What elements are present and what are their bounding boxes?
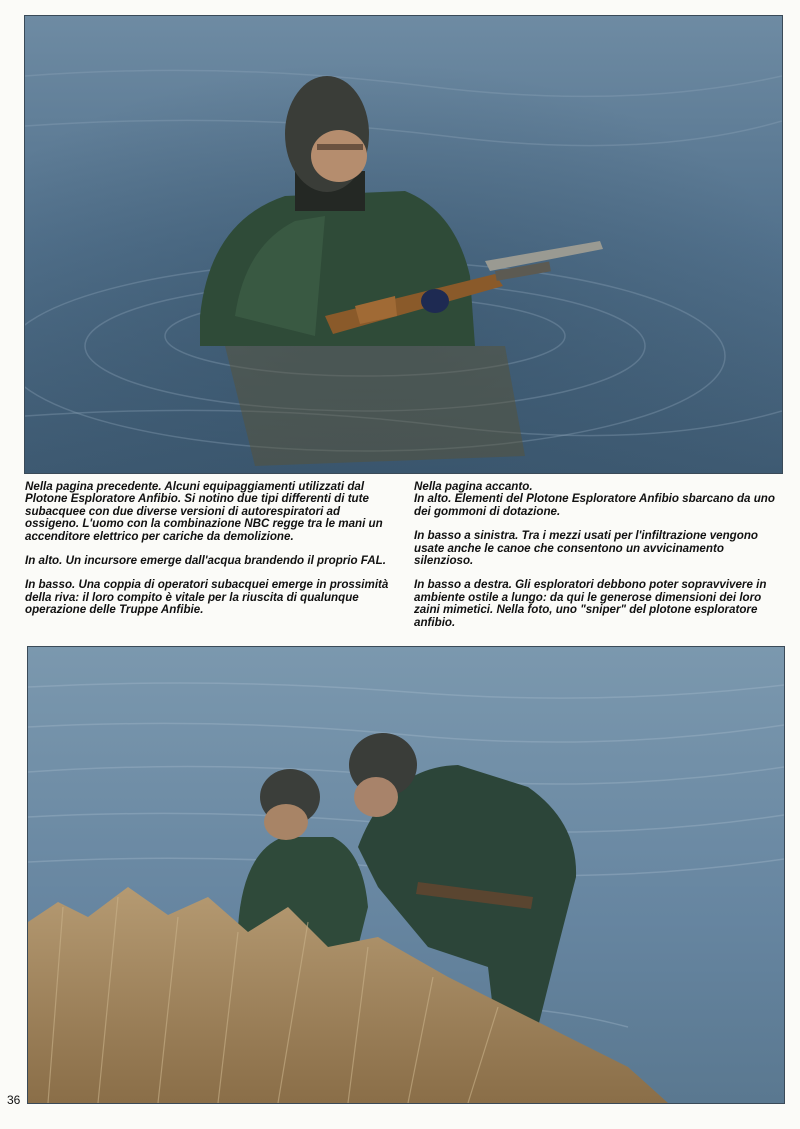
- caption-column-left: [25, 481, 395, 629]
- caption-bottom: In basso. Una coppia di operatori subacquei emerge in prossimità della riva: il loro compito è vitale per la riuscita di qualunque operazione delle Truppe Anfibie.: [25, 578, 389, 617]
- caption-previous-page: Nella pagina precedente. Alcuni equipaggiamenti utilizzati dal Plotone Esploratore Anfibio. Si notino due tipi differenti di tute subacquee con due diverse versioni di autorespiratori ad ossigeno. L'uomo con la combinazione NBC regge tra le mani un accenditore elettrico per cariche da demolizione.: [25, 480, 383, 543]
- caption-column-right: [414, 481, 779, 641]
- caption-facing-page: Nella pagina accanto. In alto. Elementi del Plotone Esploratore Anfibio sbarcano da uno dei gommoni di dotazione.: [414, 480, 775, 518]
- top-photo-diver-with-rifle: [24, 15, 783, 474]
- caption-top: In alto. Un incursore emerge dall'acqua brandendo il proprio FAL.: [25, 554, 386, 568]
- caption-bottom-right: In basso a destra. Gli esploratori debbono poter sopravvivere in ambiente ostile a lungo: da qui le generose dimensioni dei loro zaini mimetici. Nella foto, uno "sniper" del plotone esploratore anfibio.: [414, 578, 767, 629]
- diver-with-rifle-illustration: [25, 16, 782, 473]
- two-divers-illustration: [28, 647, 784, 1103]
- caption-bottom-left: In basso a sinistra. Tra i mezzi usati per l'infiltrazione vengono usate anche le canoe che consentono un avvicinamento silenzioso.: [414, 529, 758, 568]
- bottom-photo-two-divers: [27, 646, 785, 1104]
- page-number: 36: [7, 1093, 21, 1107]
